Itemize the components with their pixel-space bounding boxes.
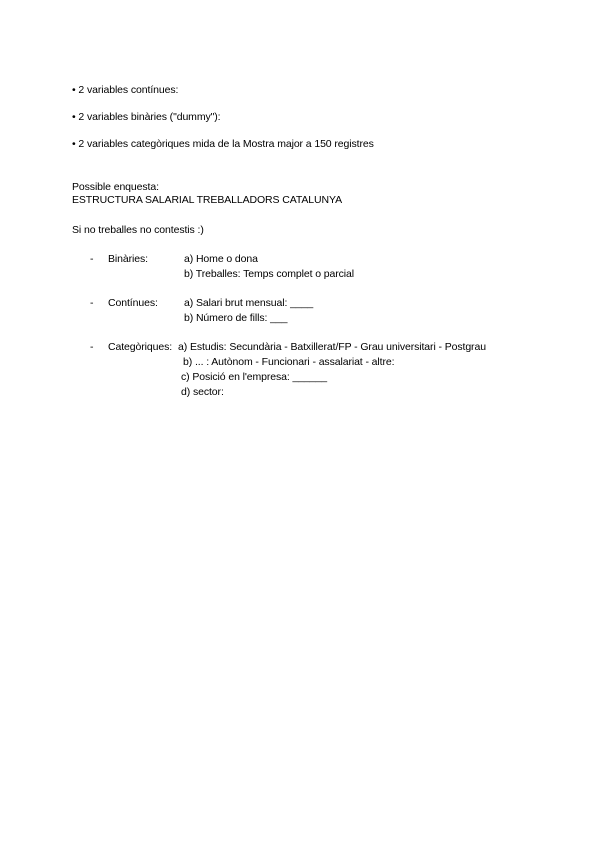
bullet-categorical-variables: • 2 variables categòriques mida de la Mostra major a 150 registres bbox=[72, 138, 374, 150]
categorical-item-d: d) sector: bbox=[181, 386, 224, 398]
categorical-item-a: a) Estudis: Secundària - Batxillerat/FP - Grau universitari - Postgrau bbox=[178, 341, 486, 353]
section-label-binary: Binàries: bbox=[108, 253, 148, 265]
categorical-item-c: c) Posició en l'empresa: ______ bbox=[181, 371, 327, 383]
binary-item-a: a) Home o dona bbox=[184, 253, 258, 265]
continuous-item-b: b) Número de fills: ___ bbox=[184, 312, 288, 324]
bullet-continuous-variables: • 2 variables contínues: bbox=[72, 84, 179, 96]
section-dash-categorical: - bbox=[90, 341, 94, 353]
continuous-item-a: a) Salari brut mensual: ____ bbox=[184, 297, 314, 309]
section-label-continuous: Contínues: bbox=[108, 297, 158, 309]
survey-note: Si no treballes no contestis :) bbox=[72, 224, 204, 236]
section-dash-binary: - bbox=[90, 253, 94, 265]
binary-item-b: b) Treballes: Temps complet o parcial bbox=[184, 268, 355, 280]
section-label-categorical: Categòriques: bbox=[108, 341, 173, 353]
bullet-binary-variables: • 2 variables binàries ("dummy"): bbox=[72, 111, 221, 123]
section-dash-continuous: - bbox=[90, 297, 94, 309]
survey-title: ESTRUCTURA SALARIAL TREBALLADORS CATALUNYA bbox=[72, 194, 343, 206]
survey-intro: Possible enquesta: bbox=[72, 181, 159, 193]
categorical-item-b: b) ... : Autònom - Funcionari - assalariat - altre: bbox=[183, 356, 395, 368]
